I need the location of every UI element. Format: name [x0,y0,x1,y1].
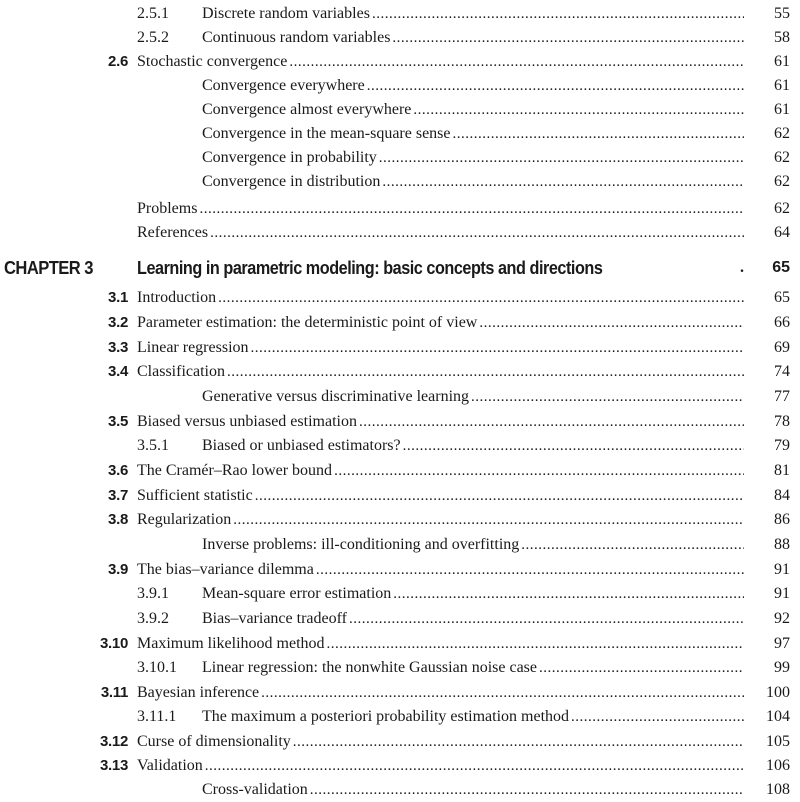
toc-entry-text [137,311,744,335]
page-number: 84 [774,487,790,504]
toc-entry-text [137,632,744,656]
dot-leader [231,508,744,532]
toc-entry-text [137,730,744,754]
entry-title: Curse of dimensionality [137,733,291,750]
section-number: 3.13 [100,757,128,774]
section-number: 3.2 [108,314,128,331]
toc-entry-text [137,197,744,221]
toc-entry-text [137,681,744,705]
page-number: 86 [774,511,790,528]
page-number: 61 [774,101,790,118]
dot-leader [253,484,744,508]
page-number: 97 [774,635,790,652]
page-number: 91 [774,561,790,578]
toc-entry-text [202,26,744,50]
page-number: 106 [766,757,790,774]
entry-title: Sufficient statistic [137,487,253,504]
chapter-3-heading [0,251,800,285]
page-number: 77 [774,388,790,405]
entry-title: The Cramér–Rao lower bound [137,462,333,479]
page-number: 91 [774,585,790,602]
dot-leader [325,632,744,656]
toc-entry-text [137,286,744,310]
dot-leader: . [740,259,744,276]
page-number: 65 [774,289,790,306]
page-number: 81 [774,462,790,479]
toc-entry-inverse-problems [0,533,800,557]
toc-entry-text [137,360,744,384]
toc-entry-text [202,385,744,409]
entry-title: Continuous random variables [202,29,391,46]
toc-entry-text [202,533,744,557]
entry-title: Cross-validation [202,781,308,798]
toc-entry-text [137,754,744,778]
dot-leader [401,434,744,458]
section-number: 3.11 [100,684,128,701]
entry-title: Convergence everywhere [202,77,365,94]
section-number: 3.6 [108,462,128,479]
page-number: 62 [774,125,790,142]
entry-title: Mean-square error estimation [202,585,392,602]
dot-leader [347,607,744,631]
toc-entry-text [137,558,744,582]
toc-entry-text [202,146,744,170]
toc-entry-3-12 [0,730,800,754]
dot-leader [357,410,744,434]
page-number: 78 [774,413,790,430]
section-number: 3.9 [108,561,128,578]
entry-title: Classification [137,363,225,380]
entry-title: Convergence in distribution [202,173,381,190]
section-number: 3.1 [108,289,128,306]
chapter-title: Learning in parametric modeling: basic concepts and directions [137,258,603,278]
toc-entry-3-5-1 [0,434,800,458]
toc-entry-3-9 [0,558,800,582]
toc-entry-3-13 [0,754,800,778]
section-number: 3.4 [108,363,128,380]
dot-leader [208,221,744,245]
page-number: 79 [774,437,790,454]
entry-title: Discrete random variables [202,5,370,22]
toc-entry-convergence-distribution [0,170,800,194]
toc-entry-text [202,656,744,680]
entry-title: Introduction [137,289,217,306]
toc-entry-text [202,434,744,458]
page-number: 55 [774,5,790,22]
section-number: 3.3 [108,339,128,356]
toc-entry-text [202,778,744,802]
toc-entry-convergence-probability [0,146,800,170]
toc-entry-3-10 [0,632,800,656]
dot-leader [365,74,744,98]
dot-leader [203,754,744,778]
toc-entry-text [137,410,744,434]
page-number: 58 [774,29,790,46]
entry-title: Parameter estimation: the deterministic point of view [137,314,478,331]
dot-leader [390,26,744,50]
entry-title: Inverse problems: ill-conditioning and overfitting [202,536,520,553]
entry-title: References [137,224,209,241]
dot-leader [287,50,744,74]
section-number: 3.12 [100,733,128,750]
entry-title: Bayesian inference [137,684,260,701]
toc-entry-2-6 [0,50,800,74]
dot-leader [569,705,744,729]
page-number: 62 [774,200,790,217]
toc-entry-references [0,221,800,245]
entry-title: The bias–variance dilemma [137,561,314,578]
entry-title: Stochastic convergence [137,53,288,70]
page-number: 61 [774,77,790,94]
toc-entry-convergence-everywhere [0,74,800,98]
page-number: 69 [774,339,790,356]
toc-entry-3-5 [0,410,800,434]
subsection-number: 3.10.1 [137,659,177,676]
entry-title: Validation [137,757,203,774]
dot-leader [370,2,744,26]
toc-entry-text [202,74,744,98]
toc-entry-3-2 [0,311,800,335]
chapter-label: CHAPTER 3 [4,258,93,278]
dot-leader [216,286,744,310]
dot-leader [477,311,744,335]
page-number: 92 [774,610,790,627]
toc-entry-2-5-1 [0,2,800,26]
subsection-number: 3.9.1 [137,585,169,602]
toc-entry-cross-validation [0,778,800,802]
section-number: 3.5 [108,413,128,430]
toc-entry-3-11 [0,681,800,705]
section-number: 3.7 [108,487,128,504]
toc-entry-3-7 [0,484,800,508]
entry-title: Convergence in probability [202,149,377,166]
toc-entry-3-8 [0,508,800,532]
page-number: 105 [766,733,790,750]
dot-leader [411,98,744,122]
toc-entry-text [137,221,744,245]
toc-entry-convergence-almost-everywhere [0,98,800,122]
toc-entry-text [137,459,744,483]
subsection-number: 3.9.2 [137,610,169,627]
entry-title: Convergence in the mean-square sense [202,125,451,142]
dot-leader [391,582,744,606]
entry-title: The maximum a posteriori probability estimation method [202,708,570,725]
page-number: 61 [774,53,790,70]
entry-title: Problems [137,200,198,217]
subsection-number: 3.11.1 [137,708,177,725]
toc-entry-text [202,582,744,606]
subsection-number: 2.5.1 [137,5,169,22]
toc-entry-3-11-1 [0,705,800,729]
dot-leader [469,385,744,409]
entry-title: Linear regression [137,339,249,356]
entry-title: Convergence almost everywhere [202,101,412,118]
entry-title: Regularization [137,511,232,528]
toc-entry-problems [0,197,800,221]
toc-entry-2-5-2 [0,26,800,50]
section-number: 3.10 [100,635,128,652]
dot-leader [451,122,745,146]
toc-entry-text [137,508,744,532]
entry-title: Biased versus unbiased estimation [137,413,357,430]
toc-entry-text [202,98,744,122]
dot-leader [308,778,744,802]
page-number: 99 [774,659,790,676]
toc-entry-text [202,170,744,194]
entry-title: Generative versus discriminative learning [202,388,470,405]
toc-entry-3-4 [0,360,800,384]
page-number: 74 [774,363,790,380]
toc-entry-3-9-2 [0,607,800,631]
dot-leader [225,360,744,384]
page-number: 62 [774,149,790,166]
dot-leader [197,197,744,221]
toc-entry-text [202,607,744,631]
dot-leader [380,170,744,194]
page-number: 88 [774,536,790,553]
toc-entry-text [202,122,744,146]
page-number: 65 [772,259,790,276]
toc-entry-text [202,2,744,26]
page-number: 104 [766,708,790,725]
section-number: 2.6 [108,53,128,70]
dot-leader [377,146,744,170]
page-number: 100 [766,684,790,701]
dot-leader [537,656,744,680]
entry-title: Bias–variance tradeoff [202,610,347,627]
toc-entry-3-1 [0,286,800,310]
entry-title: Linear regression: the nonwhite Gaussian noise case [202,659,538,676]
toc-entry-3-9-1 [0,582,800,606]
subsection-number: 2.5.2 [137,29,169,46]
toc-entry-text [137,484,744,508]
page-number: 62 [774,173,790,190]
page-number: 108 [766,781,790,798]
entry-title: Biased or unbiased estimators? [202,437,401,454]
toc-entry-3-6 [0,459,800,483]
subsection-number: 3.5.1 [137,437,169,454]
toc-entry-generative-discriminative [0,385,800,409]
entry-title: Maximum likelihood method [137,635,325,652]
page-number: 64 [774,224,790,241]
dot-leader [259,681,744,705]
dot-leader [291,730,744,754]
page-number: 66 [774,314,790,331]
toc-entry-text [137,50,744,74]
dot-leader [249,336,744,360]
toc-entry-text [202,705,744,729]
dot-leader [314,558,744,582]
dot-leader [332,459,744,483]
dot-leader [519,533,744,557]
toc-entry-3-3 [0,336,800,360]
section-number: 3.8 [108,511,128,528]
toc-entry-3-10-1 [0,656,800,680]
toc-entry-text [137,336,744,360]
toc-entry-convergence-mean-square [0,122,800,146]
